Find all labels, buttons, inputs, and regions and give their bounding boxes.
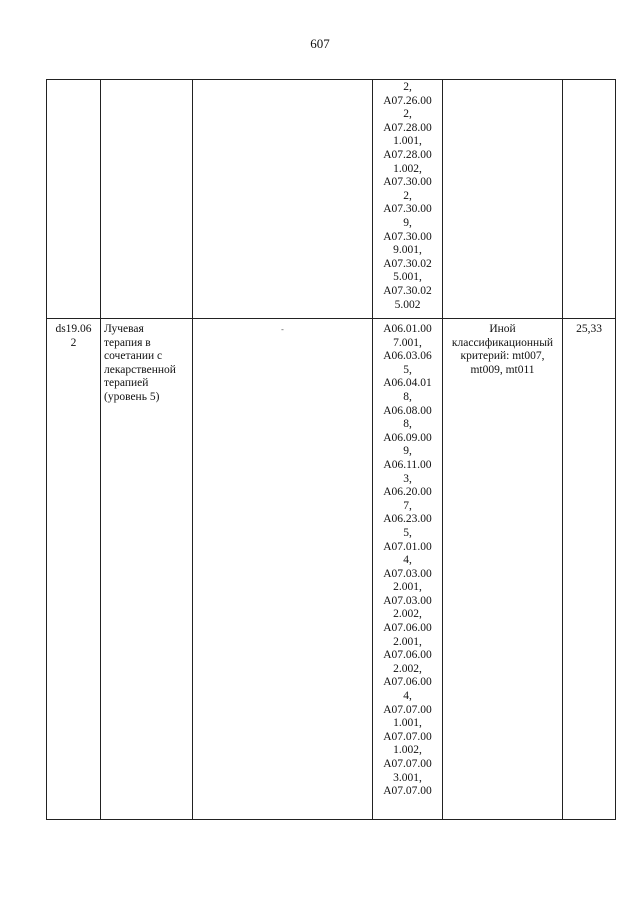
cell-text-line: (уровень 5) [104, 390, 160, 403]
cell-text-line: 8, [403, 390, 412, 403]
cell-text-line: 4, [403, 690, 412, 703]
code-cell [47, 80, 101, 319]
cell-text-line: A07.26.00 [383, 94, 432, 107]
cell-text-line: A06.23.00 [383, 513, 432, 526]
cell-text-line: 2.002, [393, 662, 422, 675]
cell-text-line: 3, [403, 472, 412, 485]
cell-text-line: A07.06.00 [383, 622, 432, 635]
cell-text-line: лекарственной [104, 363, 176, 376]
cell-text-line: 9, [403, 216, 412, 229]
cell-text-line: A06.04.01 [383, 377, 432, 390]
cell-text-line: A07.06.00 [383, 649, 432, 662]
name-cell [101, 319, 193, 820]
cell-text-line: A07.30.02 [383, 284, 432, 297]
cell-text-line: 2, [403, 108, 412, 121]
cell-text-line: 2 [70, 336, 77, 349]
cell-text-line: 1.001, [393, 717, 422, 730]
cell-text-line: терапия в [104, 336, 151, 349]
cell-text-line: A06.08.00 [383, 404, 432, 417]
cell-text-line: 9, [403, 445, 412, 458]
cell-text-line: A07.07.00 [383, 730, 432, 743]
code-cell [47, 319, 101, 820]
empty-cell [193, 319, 373, 820]
cell-text-line: 8, [403, 418, 412, 431]
cell-text-line: mt009, mt011 [470, 363, 535, 376]
table-row [47, 319, 616, 820]
cell-text-line: критерий: mt007, [460, 350, 545, 363]
cell-text-line: 2.001, [393, 635, 422, 648]
cell-text-line: 2, [403, 189, 412, 202]
coefficient-cell [563, 319, 616, 820]
cell-text-line: 5, [403, 363, 412, 376]
cell-text-line: A06.09.00 [383, 431, 432, 444]
cell-text-line: A07.07.00 [383, 785, 432, 798]
cell-text-line: A06.20.00 [383, 486, 432, 499]
cell-text-line: 5.002 [394, 298, 421, 311]
cell-text-line: A07.07.00 [383, 758, 432, 770]
cell-text-line: 4, [403, 554, 412, 567]
tariff-table [46, 79, 616, 820]
table-row [47, 80, 616, 319]
cell-text-line: 2, [403, 81, 412, 93]
cell-text-line: 5, [403, 526, 412, 539]
cell-text-line: 3.001, [393, 771, 422, 784]
cell-text-line: A07.01.00 [383, 540, 432, 553]
cell-text-line: 9.001, [393, 244, 422, 257]
cell-text-line: 7, [403, 499, 412, 512]
cell-text-line: 2.001, [393, 581, 422, 594]
cell-text-line: 7.001, [393, 336, 422, 349]
service-codes-cell [373, 80, 443, 319]
cell-text-line: 1.002, [393, 744, 422, 757]
cell-text-line: A07.30.00 [383, 176, 432, 189]
cell-text-line: сочетании с [104, 350, 163, 363]
cell-text-line: A07.28.00 [383, 121, 432, 134]
cell-text-line: A07.06.00 [383, 676, 432, 689]
cell-text-line: Иной [489, 323, 516, 335]
criteria-cell [443, 319, 563, 820]
cell-text-line: ds19.06 [55, 323, 92, 335]
page-number: 607 [310, 36, 330, 51]
cell-text-line: A07.03.00 [383, 594, 432, 607]
cell-text-line: классификационный [451, 336, 554, 349]
cell-text-line: терапией [104, 377, 149, 390]
coefficient-cell [563, 80, 616, 319]
cell-text-line: 1.002, [393, 162, 422, 175]
empty-mark: - [281, 325, 284, 334]
cell-text-line: 2.002, [393, 608, 422, 621]
name-cell [101, 80, 193, 319]
cell-text-line: A06.01.00 [383, 323, 432, 335]
cell-text-line: A06.11.00 [383, 458, 432, 471]
cell-text-line: A07.30.00 [383, 230, 432, 243]
cell-text-line: A07.07.00 [383, 703, 432, 716]
empty-cell [193, 80, 373, 319]
cell-text-line: A07.30.00 [383, 203, 432, 216]
coefficient-value: 25,33 [576, 323, 602, 335]
cell-text-line: A07.28.00 [383, 148, 432, 161]
cell-text-line: A07.30.02 [383, 257, 432, 270]
cell-text-line: 1.001, [393, 135, 422, 148]
service-codes-cell [373, 319, 443, 820]
cell-text-line: A06.03.06 [383, 350, 432, 363]
cell-text-line: Лучевая [104, 323, 144, 335]
cell-text-line: 5.001, [393, 271, 422, 284]
criteria-cell [443, 80, 563, 319]
cell-text-line: A07.03.00 [383, 567, 432, 580]
